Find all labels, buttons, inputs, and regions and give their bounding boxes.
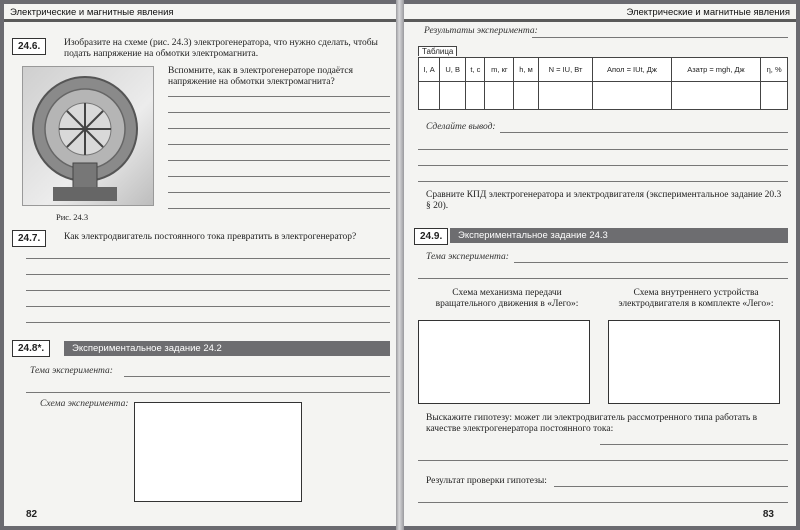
- task-number-24-8: 24.8*.: [12, 340, 50, 357]
- table-cell[interactable]: [593, 82, 671, 110]
- scheme-right-box[interactable]: [608, 320, 780, 404]
- answer-line[interactable]: [418, 278, 788, 279]
- answer-line[interactable]: [418, 460, 788, 461]
- answer-line[interactable]: [418, 502, 788, 503]
- generator-illustration-icon: [23, 67, 154, 206]
- answer-line[interactable]: [168, 176, 390, 177]
- running-head-right: Электрические и магнитные явления: [404, 4, 796, 22]
- task-number-24-6: 24.6.: [12, 38, 46, 55]
- conclusion-label: Сделайте вывод:: [426, 122, 496, 132]
- task-24-7-text: Как электродвигатель постоянного тока превратить в электрогенератор?: [64, 232, 357, 242]
- theme-label-right: Тема эксперимента:: [426, 252, 509, 262]
- scheme-left-caption: Схема механизма передачи вращательного движения в «Лего»:: [435, 288, 579, 309]
- theme-label: Тема эксперимента:: [30, 366, 113, 376]
- answer-line[interactable]: [418, 149, 788, 150]
- task-number-24-9: 24.9.: [414, 228, 448, 245]
- answer-line[interactable]: [168, 208, 390, 209]
- experiment-banner-24-2: Экспериментальное задание 24.2: [64, 341, 390, 356]
- page-number-right: 83: [762, 509, 774, 520]
- hypothesis-check-label: Результат проверки гипотезы:: [426, 476, 547, 486]
- answer-line[interactable]: [168, 112, 390, 113]
- answer-line[interactable]: [168, 160, 390, 161]
- generator-photo: [22, 66, 154, 206]
- table-header-row: [419, 58, 788, 82]
- page-right: [404, 4, 796, 526]
- table-header-cell: m, кг: [485, 58, 514, 82]
- table-header-cell: h, м: [514, 58, 538, 82]
- table-header-cell: Aзатр = mgh, Дж: [671, 58, 761, 82]
- answer-line[interactable]: [26, 274, 390, 275]
- conclusion-answer-line[interactable]: [500, 132, 788, 133]
- table-cell[interactable]: [485, 82, 514, 110]
- task-24-6-text: Изобразите на схеме (рис. 24.3) электрогенератора, что нужно сделать, чтобы подать напряжение на обмотки электромагнита.: [64, 38, 378, 59]
- answer-line[interactable]: [26, 306, 390, 307]
- table-cell[interactable]: [761, 82, 788, 110]
- table-cell[interactable]: [419, 82, 440, 110]
- table-header-cell: t, с: [466, 58, 485, 82]
- table-header-cell: Aпол = IUt, Дж: [593, 58, 671, 82]
- theme-answer-line[interactable]: [124, 376, 390, 377]
- table-header-cell: N = IU, Вт: [538, 58, 593, 82]
- task-number-24-7: 24.7.: [12, 230, 46, 247]
- scheme-label: Схема эксперимента:: [40, 399, 129, 409]
- answer-line[interactable]: [168, 192, 390, 193]
- page-left: [4, 4, 396, 526]
- compare-efficiency-text: Сравните КПД электрогенератора и электродвигателя (экспериментальное задание 20.3 § 20).: [426, 190, 782, 211]
- page-number-left: 82: [26, 509, 38, 520]
- results-table: [418, 57, 788, 110]
- table-header-cell: U, В: [440, 58, 466, 82]
- answer-line[interactable]: [168, 96, 390, 97]
- task-24-6-hint: Вспомните, как в электрогенераторе подаётся напряжение на обмотки электромагнита?: [168, 66, 353, 87]
- answer-line[interactable]: [532, 37, 788, 38]
- answer-line[interactable]: [26, 392, 390, 393]
- answer-line[interactable]: [26, 258, 390, 259]
- answer-line[interactable]: [418, 165, 788, 166]
- theme-answer-line[interactable]: [514, 262, 788, 263]
- running-head-left: Электрические и магнитные явления: [4, 4, 396, 22]
- experiment-banner-24-3: Экспериментальное задание 24.3: [450, 228, 788, 243]
- table-cell[interactable]: [671, 82, 761, 110]
- table-cell[interactable]: [538, 82, 593, 110]
- answer-line[interactable]: [26, 290, 390, 291]
- figure-caption: Рис. 24.3: [56, 212, 89, 222]
- scheme-right-caption: Схема внутреннего устройства электродвигателя в комплекте «Лего»:: [618, 288, 774, 309]
- answer-line[interactable]: [168, 144, 390, 145]
- results-label: Результаты эксперимента:: [424, 26, 538, 36]
- scheme-left-box[interactable]: [418, 320, 590, 404]
- answer-line[interactable]: [26, 322, 390, 323]
- table-caption: Таблица: [418, 46, 457, 56]
- hypothesis-answer-line[interactable]: [600, 444, 788, 445]
- table-cell[interactable]: [514, 82, 538, 110]
- table-row: [419, 82, 788, 110]
- check-answer-line[interactable]: [554, 486, 788, 487]
- scheme-drawing-box[interactable]: [134, 402, 302, 502]
- answer-line[interactable]: [418, 181, 788, 182]
- answer-line[interactable]: [168, 128, 390, 129]
- table-header-cell: η, %: [761, 58, 788, 82]
- hypothesis-text: Выскажите гипотезу: может ли электродвигатель рассмотренного типа работать в качестве электрогенератора постоянного тока:: [426, 413, 758, 434]
- table-cell[interactable]: [466, 82, 485, 110]
- table-cell[interactable]: [440, 82, 466, 110]
- book-spine: [396, 0, 404, 530]
- table-header-cell: I, А: [419, 58, 440, 82]
